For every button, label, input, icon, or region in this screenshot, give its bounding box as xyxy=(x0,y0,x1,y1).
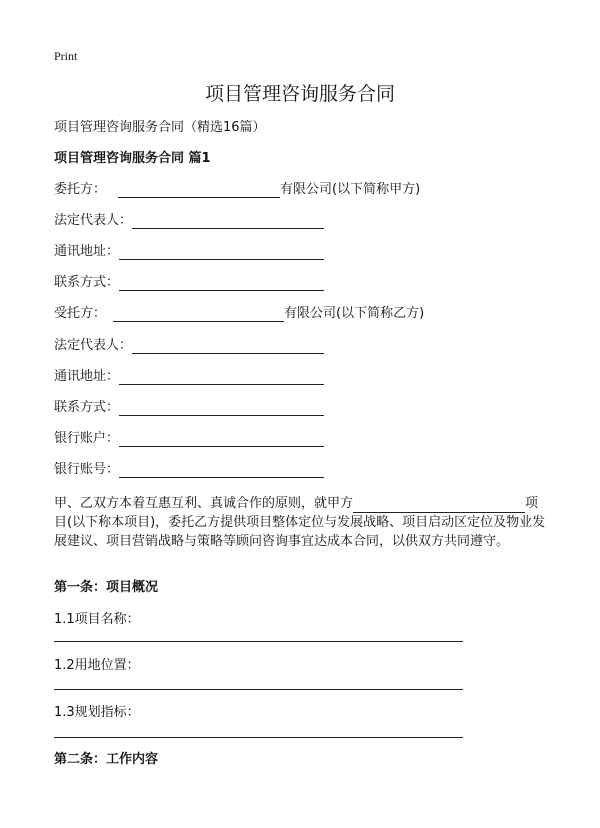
field-label: 通讯地址： xyxy=(54,244,120,259)
blank-line xyxy=(119,432,324,447)
blank-line xyxy=(353,498,525,513)
field-contractor-contact xyxy=(54,400,324,416)
blank-line xyxy=(119,463,324,478)
article-1-heading: 第一条：项目概况 xyxy=(54,580,159,595)
field-client-address xyxy=(54,244,324,260)
blank-line xyxy=(118,183,280,198)
article-2-heading: 第二条：工作内容 xyxy=(54,752,159,767)
field-suffix: 有限公司(以下简称甲方) xyxy=(280,182,421,197)
paragraph-start: 甲、乙双方本着互惠互利、真诚合作的原则，就甲方 xyxy=(54,496,354,511)
item-planning-indicators: 1.3规划指标： xyxy=(54,705,140,720)
field-contractor xyxy=(54,306,424,322)
field-suffix: 有限公司(以下简称乙方) xyxy=(284,306,425,321)
blank-line xyxy=(54,737,463,738)
print-link[interactable]: Print xyxy=(54,49,78,63)
item-land-location: 1.2用地位置： xyxy=(54,658,140,673)
field-label: 法定代表人： xyxy=(54,213,133,228)
field-contractor-address xyxy=(54,369,324,385)
blank-line xyxy=(54,641,463,642)
field-label: 联系方式： xyxy=(54,400,120,415)
field-label: 通讯地址： xyxy=(54,369,120,384)
field-contractor-rep xyxy=(54,338,324,354)
field-label: 受托方： xyxy=(54,306,107,321)
field-client xyxy=(54,182,420,198)
blank-line xyxy=(119,401,324,416)
blank-line xyxy=(119,276,324,291)
section-heading: 项目管理咨询服务合同 篇1 xyxy=(54,151,211,166)
blank-line xyxy=(132,339,324,354)
document-title: 项目管理咨询服务合同 xyxy=(204,83,395,105)
agreement-paragraph xyxy=(54,494,546,551)
field-label: 银行账号： xyxy=(54,462,120,477)
field-client-contact xyxy=(54,275,324,291)
field-client-rep xyxy=(54,213,324,229)
field-label: 联系方式： xyxy=(54,275,120,290)
blank-line xyxy=(119,370,324,385)
document-subtitle: 项目管理咨询服务合同（精选16篇） xyxy=(54,120,266,135)
blank-line xyxy=(132,214,324,229)
blank-line xyxy=(113,307,284,322)
field-bank-account-number xyxy=(54,462,324,478)
field-label: 委托方： xyxy=(54,182,107,197)
item-project-name: 1.1项目名称： xyxy=(54,612,140,627)
blank-line xyxy=(54,689,463,690)
paragraph-rest: 项目(以下称本项目)，委托乙方提供项目整体定位与发展战略、项目启动区定位及物业发展建议、项目营销战略与策略等顾问咨询事宜达成本合同，以供双方共同遵守。 xyxy=(54,496,546,549)
field-bank-account-name xyxy=(54,431,324,447)
field-label: 法定代表人： xyxy=(54,338,133,353)
field-label: 银行账户： xyxy=(54,431,120,446)
blank-line xyxy=(119,245,324,260)
